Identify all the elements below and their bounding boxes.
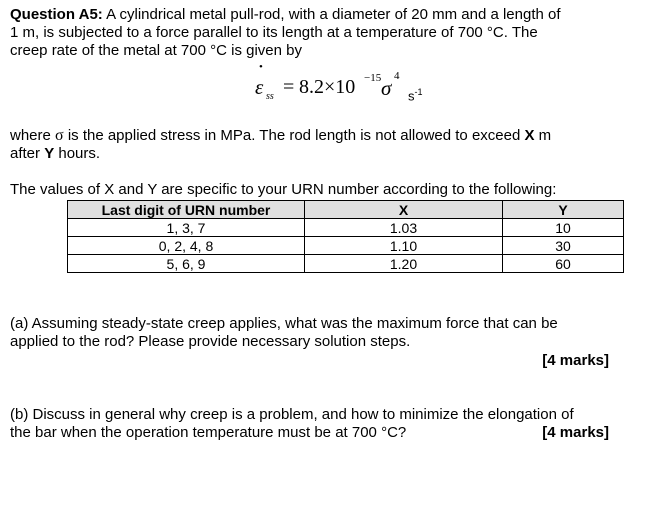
table-cell: 60: [503, 255, 624, 273]
y-variable: Y: [44, 145, 55, 162]
sigma-power: 4: [394, 70, 400, 82]
rate-dot: •: [259, 61, 263, 73]
table-row: [68, 255, 624, 273]
header-urn: Last digit of URN number: [68, 201, 305, 219]
table-cell: 30: [503, 237, 624, 255]
exponent: −15: [364, 72, 382, 84]
sigma-inline: σ: [55, 127, 64, 144]
strain-subscript: ss: [266, 91, 274, 102]
table-cell: 0, 2, 4, 8: [68, 237, 305, 255]
question-line-1: [10, 6, 561, 24]
table-cell: 5, 6, 9: [68, 255, 305, 273]
where-line-1: where σ is the applied stress in MPa. The rod length is not allowed to exceed X m: [10, 127, 552, 144]
unit-per-second: $s^{-1}$: [408, 87, 423, 104]
table-cell: 1.20: [305, 255, 503, 273]
sigma-symbol: σ: [381, 76, 392, 100]
table-cell: 10: [503, 219, 624, 237]
table-row: [68, 237, 624, 255]
table-cell: 1.03: [305, 219, 503, 237]
question-line-3: creep rate of the metal at 700 °C is given by: [10, 42, 302, 59]
part-b-line-2: the bar when the operation temperature must be at 700 °C?: [10, 424, 407, 441]
part-b-marks: [4 marks]: [542, 424, 609, 441]
table-header-row: [68, 201, 624, 219]
table-cell: 1.10: [305, 237, 503, 255]
question-text-1: A cylindrical metal pull-rod, with a diameter of 20 mm and a length of: [102, 6, 561, 23]
values-intro: The values of X and Y are specific to your URN number according to the following:: [10, 181, 557, 198]
part-a-marks: [4 marks]: [542, 352, 609, 369]
coefficient: 8.2×10: [299, 76, 356, 98]
x-variable: X: [524, 127, 535, 144]
part-a-line-2: applied to the rod? Please provide necessary solution steps.: [10, 333, 411, 350]
table-row: [68, 219, 624, 237]
urn-table: [67, 200, 624, 273]
table-cell: 1, 3, 7: [68, 219, 305, 237]
header-y: Y: [503, 201, 624, 219]
equals-sign: =: [283, 76, 295, 98]
part-a-line-1: (a) Assuming steady-state creep applies, what was the maximum force that can be: [10, 315, 558, 332]
header-x: X: [305, 201, 503, 219]
strain-symbol: ε: [255, 75, 264, 99]
where-line-2: after Y hours.: [10, 145, 101, 162]
question-label: Question A5:: [10, 6, 103, 23]
creep-rate-equation: [255, 63, 485, 107]
question-line-2: 1 m, is subjected to a force parallel to its length at a temperature of 700 °C. The: [10, 24, 538, 41]
part-b-line-1: (b) Discuss in general why creep is a problem, and how to minimize the elongation of: [10, 406, 574, 423]
